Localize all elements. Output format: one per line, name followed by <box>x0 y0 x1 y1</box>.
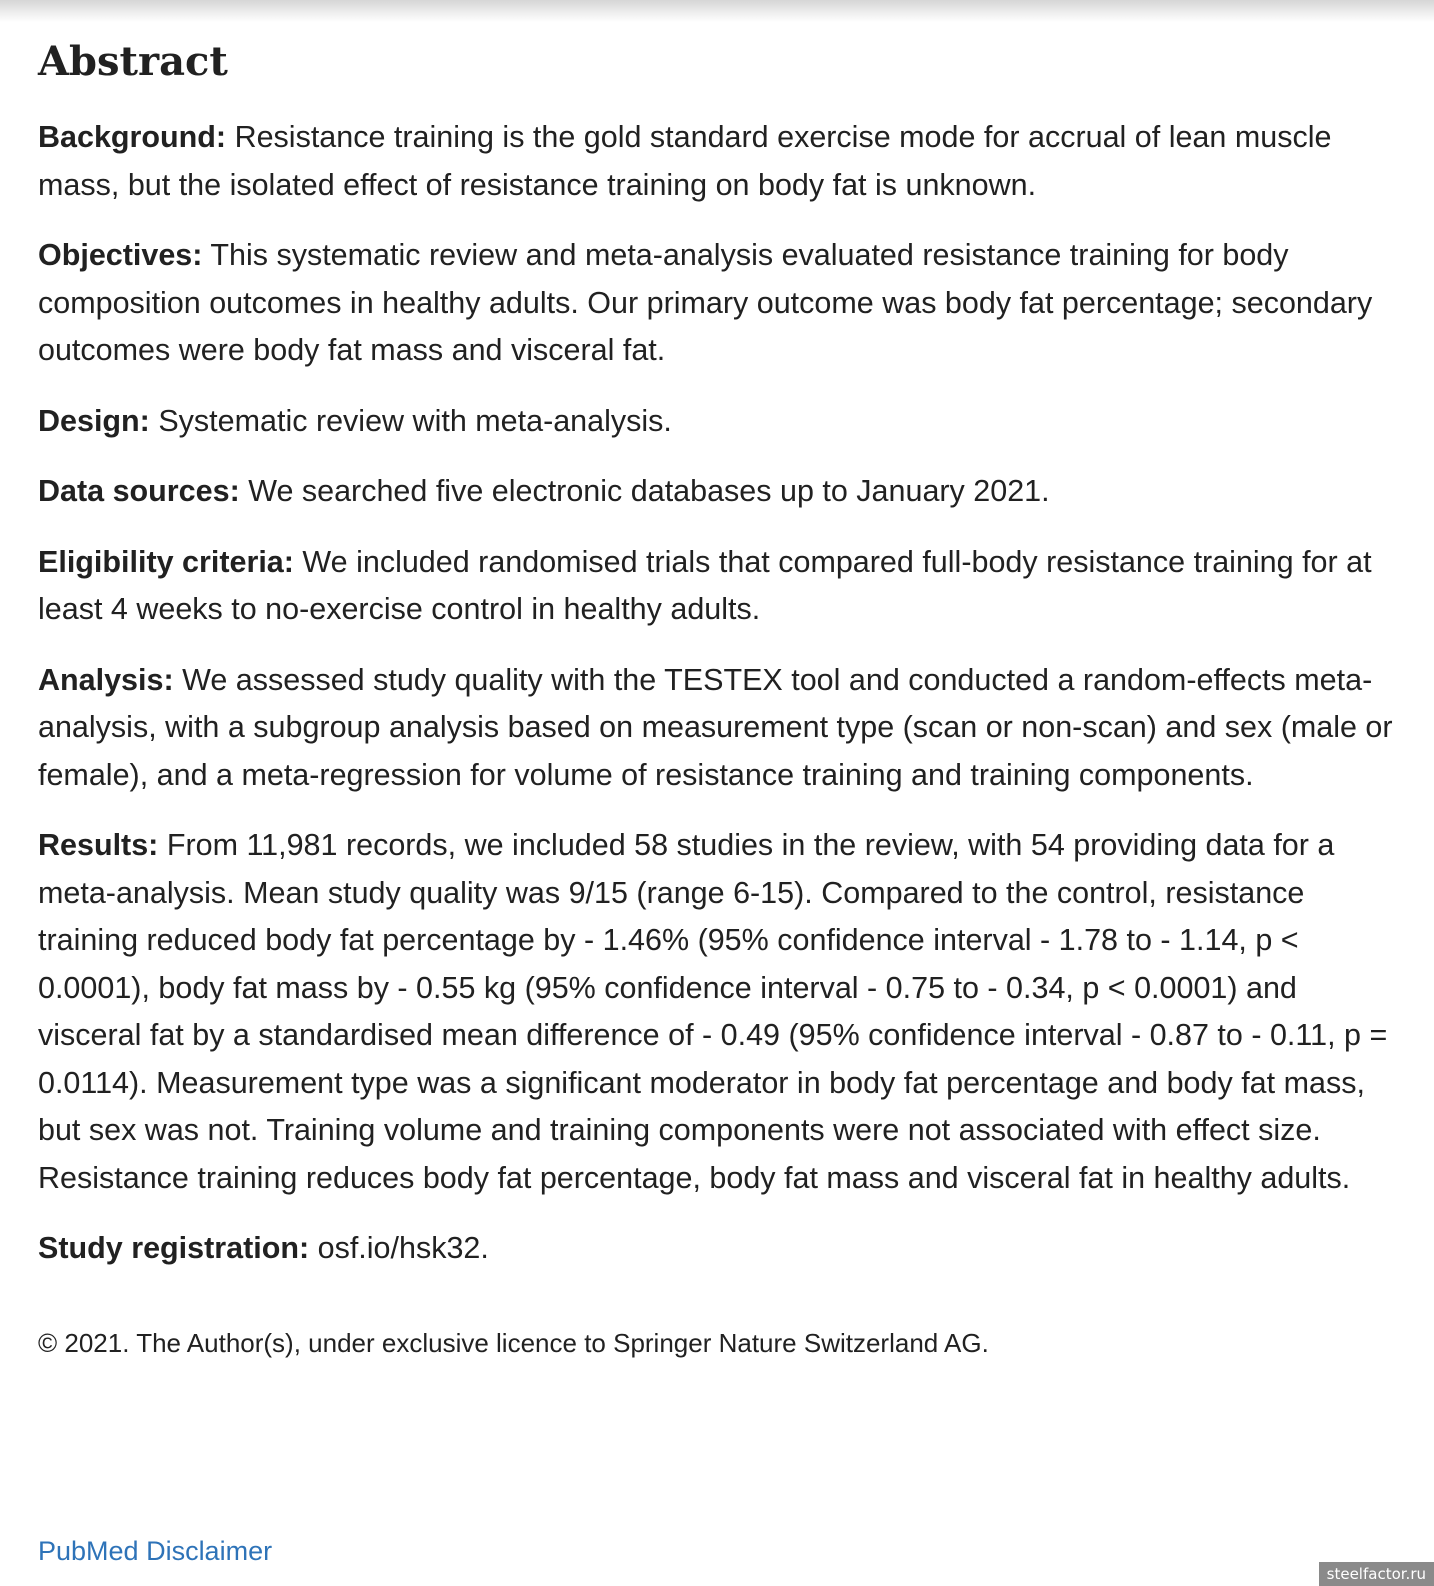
watermark: steelfactor.ru <box>1319 1562 1434 1586</box>
pubmed-disclaimer-link[interactable]: PubMed Disclaimer <box>38 1536 273 1566</box>
top-shadow <box>0 0 1434 22</box>
abstract-objectives <box>38 232 1398 375</box>
abstract-heading: Abstract <box>38 38 228 85</box>
section-label: Study registration: <box>38 1231 310 1265</box>
section-label: Results: <box>38 828 159 862</box>
abstract-registration <box>38 1225 1398 1273</box>
section-text: This systematic review and meta-analysis evaluated resistance training for body composition outcomes in healthy adults. Our primary outcome was body fat percentage; secondary outcomes were body fat mass and visceral fat. <box>38 238 1373 367</box>
section-label: Objectives: <box>38 238 203 272</box>
abstract-eligibility <box>38 539 1398 634</box>
section-label: Design: <box>38 403 150 438</box>
section-text: We searched five electronic databases up to January 2021. <box>239 474 1050 508</box>
section-label: Data sources: <box>38 474 240 508</box>
section-label: Eligibility criteria: <box>38 544 294 579</box>
abstract-data-sources <box>38 468 1398 516</box>
section-text: We assessed study quality with the TESTEX tool and conducted a random-effects meta-analysis, with a subgroup analysis based on measurement type (scan or non-scan) and sex (male or female), and a meta-regression for volume of resistance training and training components. <box>38 662 1393 792</box>
section-text: Resistance training is the gold standard exercise mode for accrual of lean muscle mass, but the isolated effect of resistance training on body fat is unknown. <box>38 120 1332 202</box>
section-text: Systematic review with meta-analysis. <box>149 403 672 438</box>
section-label: Background: <box>38 120 227 154</box>
abstract-results <box>38 822 1398 1202</box>
copyright-notice: © 2021. The Author(s), under exclusive licence to Springer Nature Switzerland AG. <box>38 1327 989 1358</box>
abstract-analysis <box>38 657 1398 800</box>
section-label: Analysis: <box>38 662 174 697</box>
section-text: From 11,981 records, we included 58 studies in the review, with 54 providing data for a meta-analysis. Mean study quality was 9/15 (range 6-15). Compared to the control, resistance training reduced body fat percentage by - 1.46% (95% confidence interval - 1.78 to - 1.14, p < 0.0001), body fat mass by - 0.55 kg (95% confidence interval - 0.75 to - 0.34, p < 0.0001) and visceral fat by a standardised mean difference of - 0.49 (95% confidence interval - 0.87 to - 0.11, p = 0.0114). Measurement type was a significant moderator in body fat percentage and body fat mass, but sex was not. Training volume and training components were not associated with effect size. Resistance training reduces body fat percentage, body fat mass and visceral fat in healthy adults. <box>38 828 1388 1195</box>
abstract-section <box>38 36 1398 1361</box>
abstract-design <box>38 398 1398 446</box>
section-text: We included randomised trials that compared full-body resistance training for at least 4 weeks to no-exercise control in healthy adults. <box>38 544 1372 626</box>
section-text: osf.io/hsk32. <box>309 1231 489 1265</box>
abstract-background <box>38 114 1398 209</box>
